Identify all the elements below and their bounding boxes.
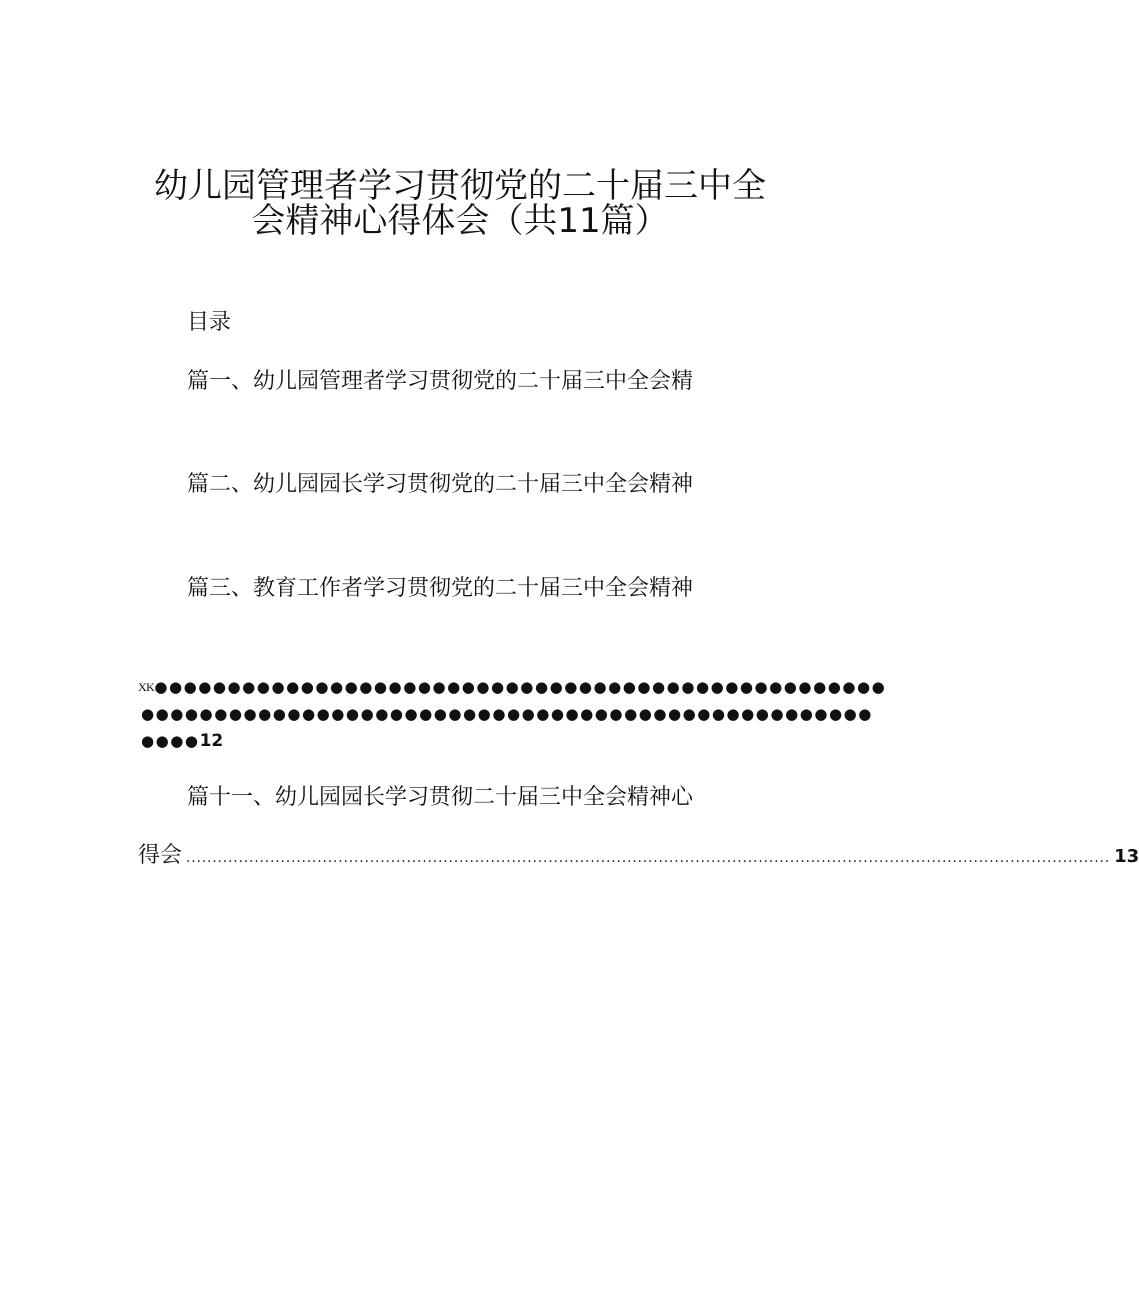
dot-leader-row-3 bbox=[141, 731, 783, 751]
toc-entry-11[interactable]: 篇十一、幼儿园园长学习贯彻二十届三中全会精神心 bbox=[187, 785, 694, 810]
toc-entry-11-continuation[interactable] bbox=[138, 838, 1139, 869]
page-number: 13 bbox=[1114, 846, 1139, 867]
dot-leader-row-2 bbox=[141, 704, 873, 724]
toc-entry-11-label-continued: 得会 bbox=[138, 843, 183, 868]
text-fragment: XK bbox=[138, 680, 155, 694]
dot-leader-row-1 bbox=[138, 677, 887, 697]
dot-leader: ................................................................................................................................................................................ bbox=[186, 850, 1111, 866]
document-title-line-1: 幼儿园管理者学习贯彻党的二十届三中全 bbox=[154, 166, 766, 206]
dot-leader: ●●●● bbox=[141, 732, 200, 750]
toc-heading: 目录 bbox=[187, 310, 232, 335]
document-title-line-2: 会精神心得体会（共11篇） bbox=[251, 201, 669, 241]
page-number: 12 bbox=[199, 731, 224, 751]
toc-entry-3[interactable]: 篇三、教育工作者学习贯彻党的二十届三中全会精神 bbox=[187, 576, 694, 601]
dot-leader: ●●●●●●●●●●●●●●●●●●●●●●●●●●●●●●●●●●●●●●●●●●●●●●●●●● bbox=[141, 705, 873, 723]
toc-entry-1[interactable]: 篇一、幼儿园管理者学习贯彻党的二十届三中全会精 bbox=[187, 369, 694, 394]
toc-entry-2[interactable]: 篇二、幼儿园园长学习贯彻党的二十届三中全会精神 bbox=[187, 472, 694, 497]
dot-leader: ●●●●●●●●●●●●●●●●●●●●●●●●●●●●●●●●●●●●●●●●●●●●●●●●●● bbox=[154, 678, 887, 696]
